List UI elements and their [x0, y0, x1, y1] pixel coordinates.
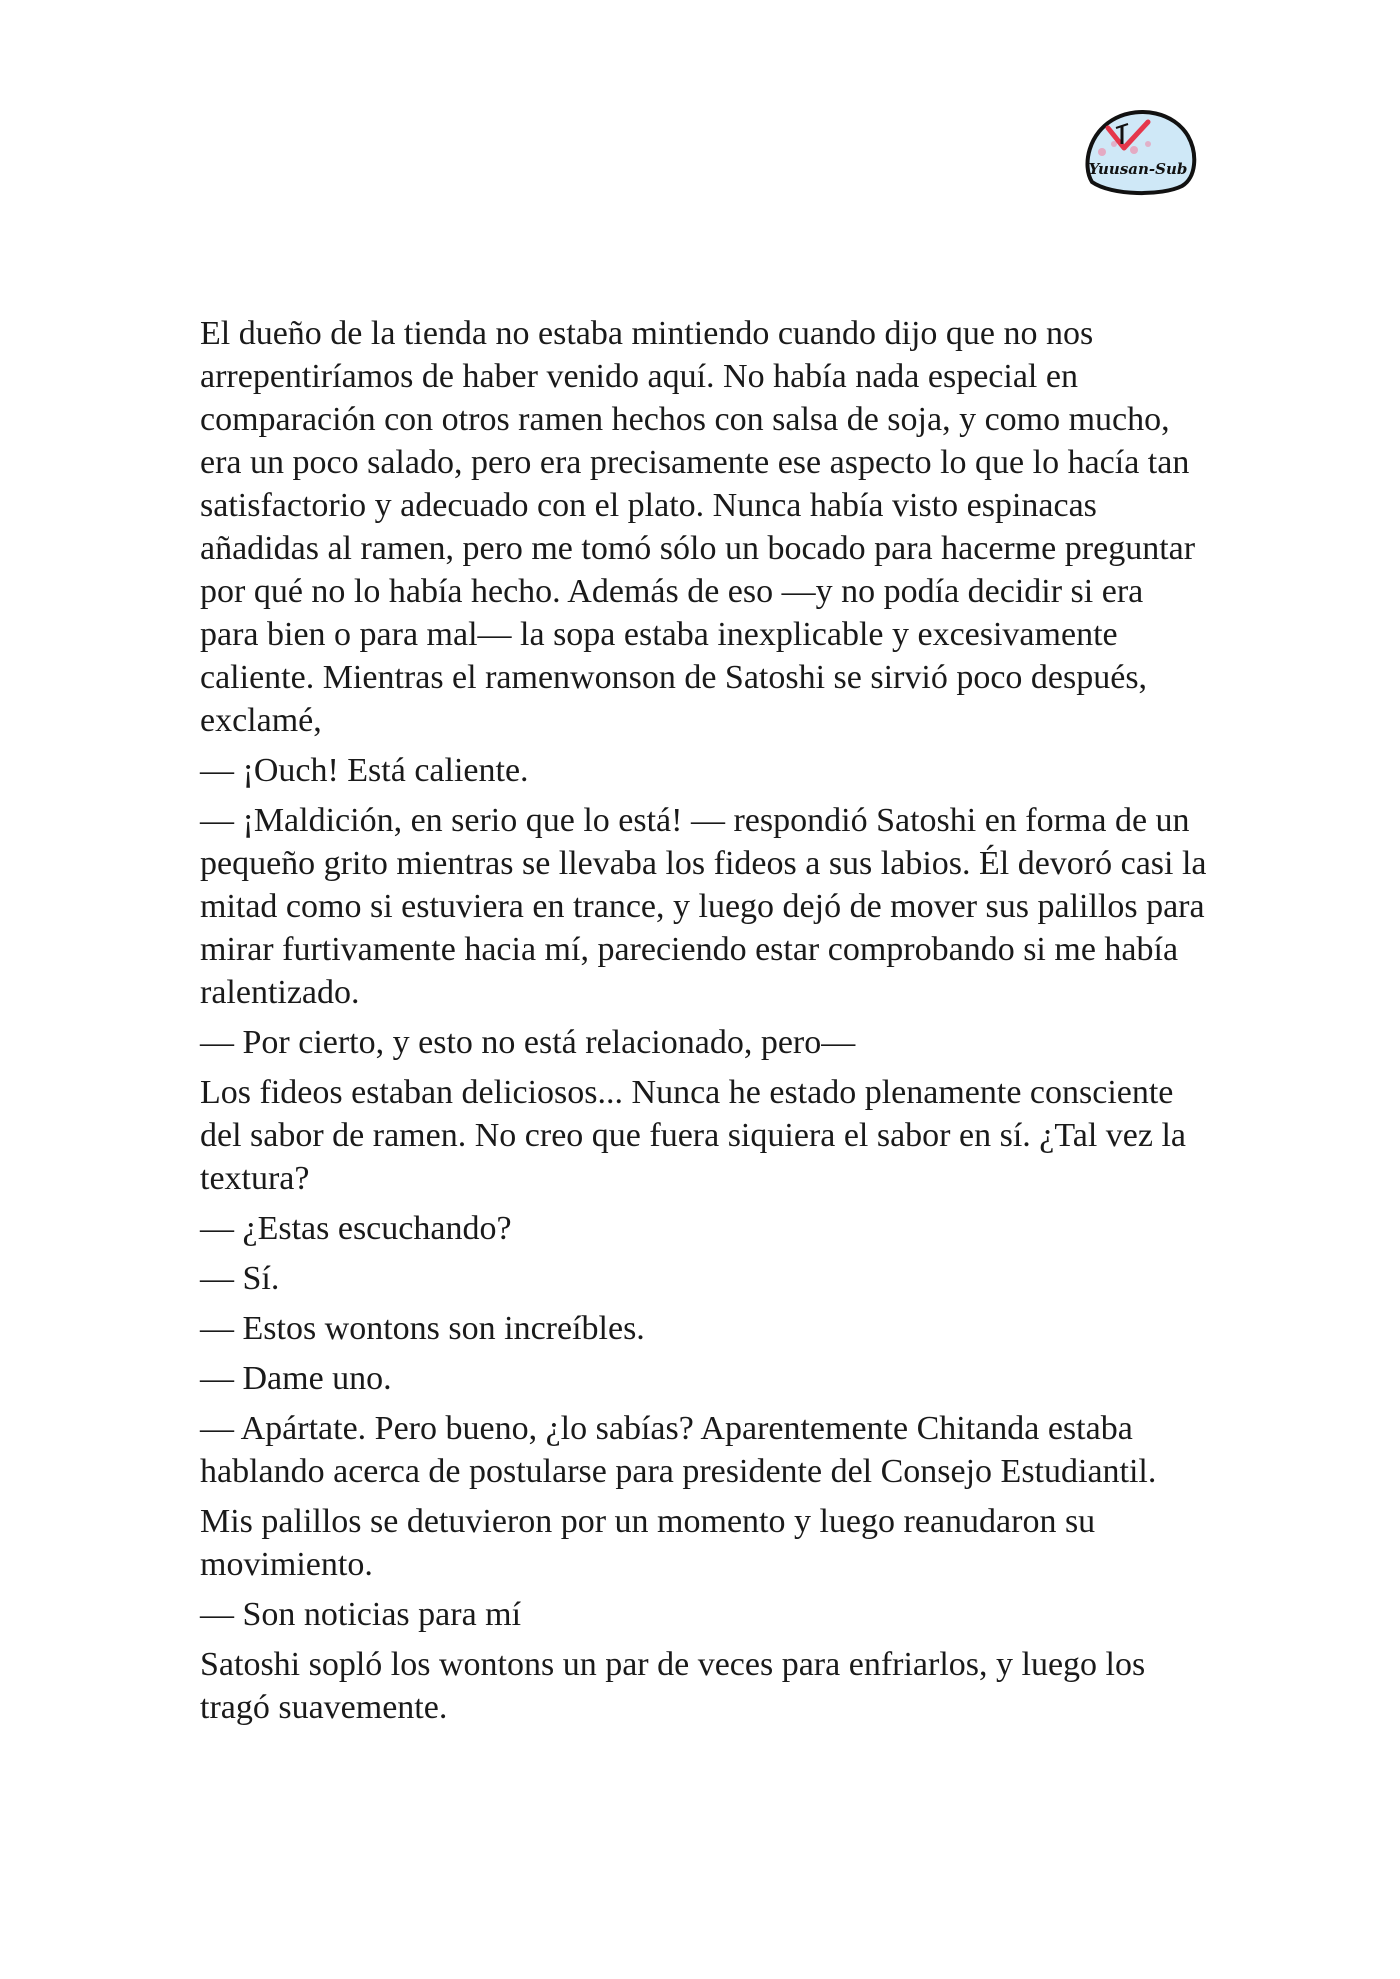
checkmark-logo-icon	[1078, 104, 1198, 198]
logo-text: Yuusan-Sub	[1088, 160, 1188, 178]
paragraph: Mis palillos se detuvieron por un momento y luego reanudaron su movimiento.	[200, 1503, 1096, 1583]
paragraph: — Estos wontons son increíbles.	[200, 1310, 645, 1347]
paragraph: — ¡Maldición, en serio que lo está! — respondió Satoshi en forma de un pequeño grito mientras se llevaba los fideos a sus labios. Él devoró casi la mitad como si estuviera en trance, y luego dejó de mover sus palillos para mirar furtivamente hacia mí, pareciendo estar comprobando si me había ralentizado.	[200, 802, 1207, 1011]
paragraph: — ¡Ouch! Está caliente.	[200, 752, 529, 789]
yuusan-sub-logo	[1078, 104, 1198, 198]
paragraph: Satoshi sopló los wontons un par de veces para enfriarlos, y luego los tragó suavemente.	[200, 1646, 1146, 1726]
paragraph: El dueño de la tienda no estaba mintiendo cuando dijo que no nos arrepentiríamos de haber venido aquí. No había nada especial en comparación con otros ramen hechos con salsa de soja, y como mucho, era un poco salado, pero era precisamente ese aspecto lo que lo hacía tan satisfactorio y adecuado con el plato. Nunca había visto espinacas añadidas al ramen, pero me tomó sólo un bocado para hacerme preguntar por qué no lo había hecho. Además de eso —y no podía decidir si era para bien o para mal— la sopa estaba inexplicable y excesivamente caliente. Mientras el ramenwonson de Satoshi se sirvió poco después, exclamé,	[200, 315, 1196, 739]
paragraph: — Son noticias para mí	[200, 1596, 522, 1633]
story-text	[200, 312, 1210, 1736]
paragraph: — Apártate. Pero bueno, ¿lo sabías? Aparentemente Chitanda estaba hablando acerca de postularse para presidente del Consejo Estudiantil.	[200, 1410, 1157, 1490]
paragraph: — ¿Estas escuchando?	[200, 1210, 512, 1247]
paragraph: — Dame uno.	[200, 1360, 392, 1397]
paragraph: — Sí.	[200, 1260, 280, 1297]
paragraph: Los fideos estaban deliciosos... Nunca he estado plenamente consciente del sabor de ramen. No creo que fuera siquiera el sabor en sí. ¿Tal vez la textura?	[200, 1074, 1187, 1197]
paragraph: — Por cierto, y esto no está relacionado, pero—	[200, 1024, 856, 1061]
